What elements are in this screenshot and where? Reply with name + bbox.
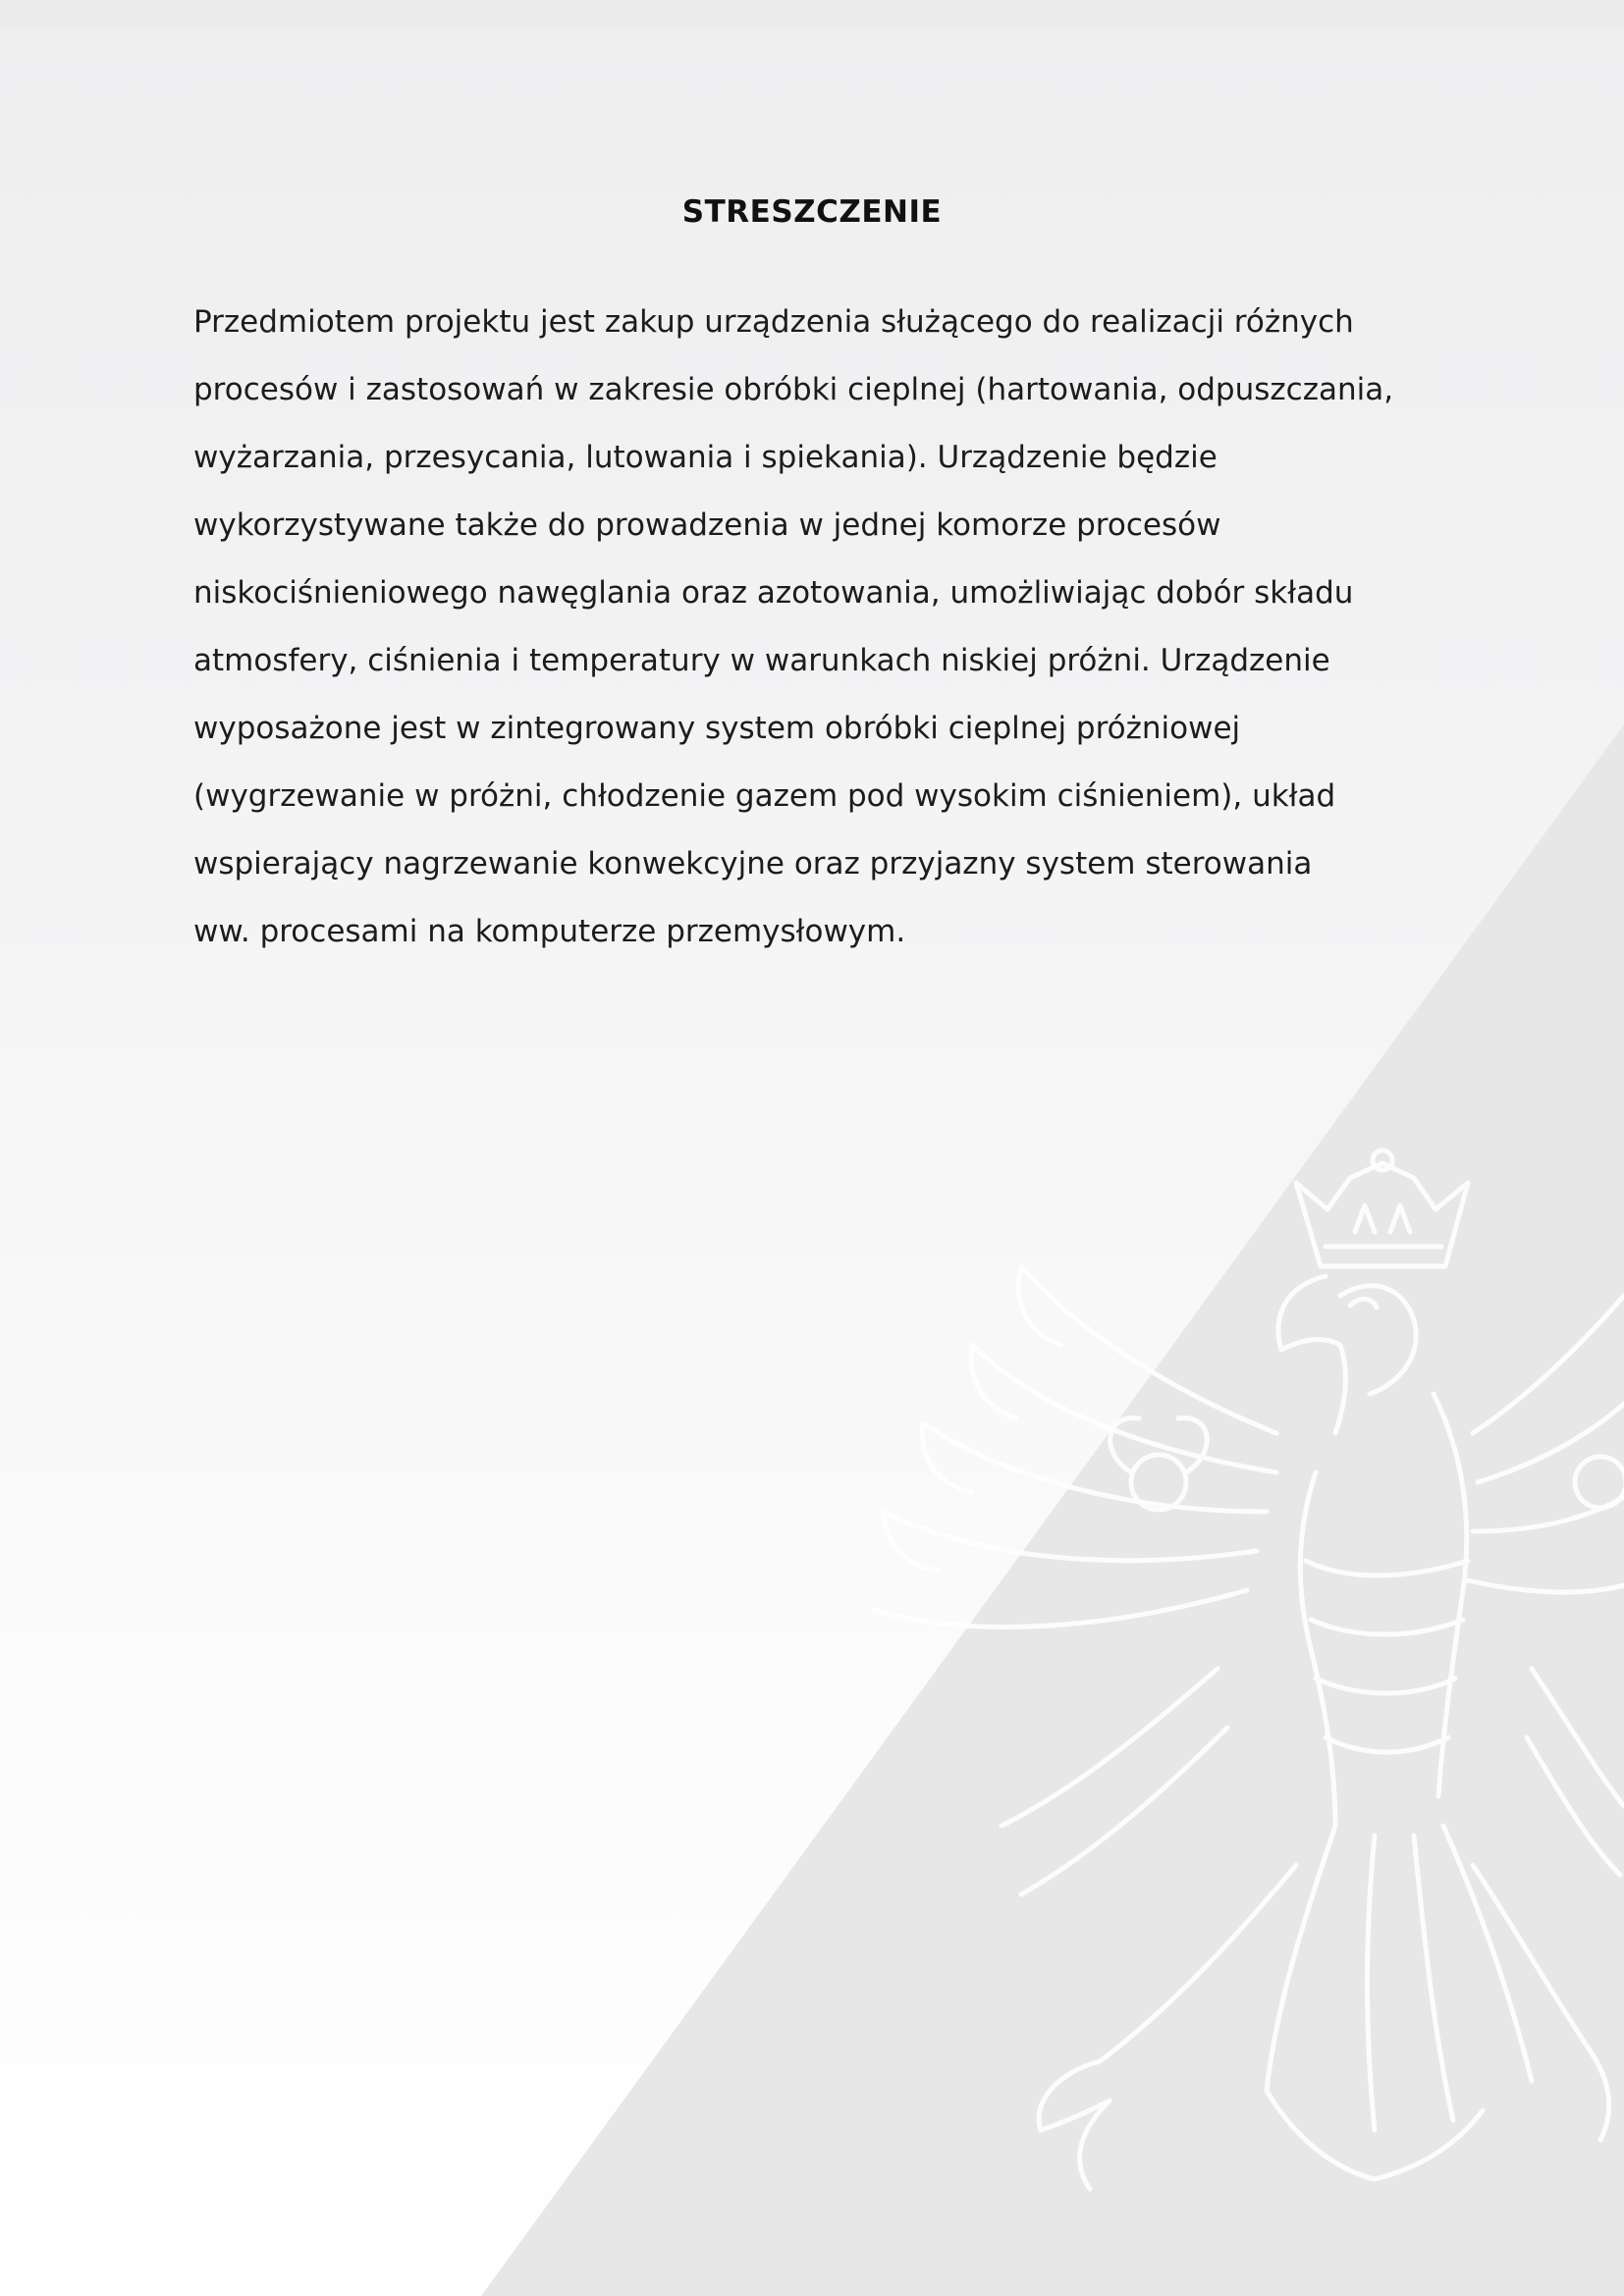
abstract-line: niskociśnieniowego nawęglania oraz azotowania, umożliwiając dobór składu (193, 575, 1354, 611)
abstract-line: wyposażone jest w zintegrowany system obróbki cieplnej próżniowej (193, 711, 1241, 746)
abstract-line: (wygrzewanie w próżni, chłodzenie gazem pod wysokim ciśnieniem), układ (193, 778, 1336, 814)
abstract-line: procesów i zastosowań w zakresie obróbki cieplnej (hartowania, odpuszczania, (193, 372, 1394, 407)
abstract-line: wspierający nagrzewanie konwekcyjne oraz przyjazny system sterowania (193, 846, 1313, 881)
abstract-line: ww. procesami na komputerze przemysłowym. (193, 914, 906, 949)
abstract-paragraph (193, 301, 1431, 979)
page-title: STRESZCZENIE (681, 194, 943, 230)
abstract-line: Przedmiotem projektu jest zakup urządzenia służącego do realizacji różnych (193, 304, 1354, 340)
abstract-line: wykorzystywane także do prowadzenia w jednej komorze procesów (193, 507, 1221, 543)
abstract-line: wyżarzania, przesycania, lutowania i spiekania). Urządzenie będzie (193, 440, 1218, 475)
abstract-line: atmosfery, ciśnienia i temperatury w warunkach niskiej próżni. Urządzenie (193, 643, 1330, 678)
